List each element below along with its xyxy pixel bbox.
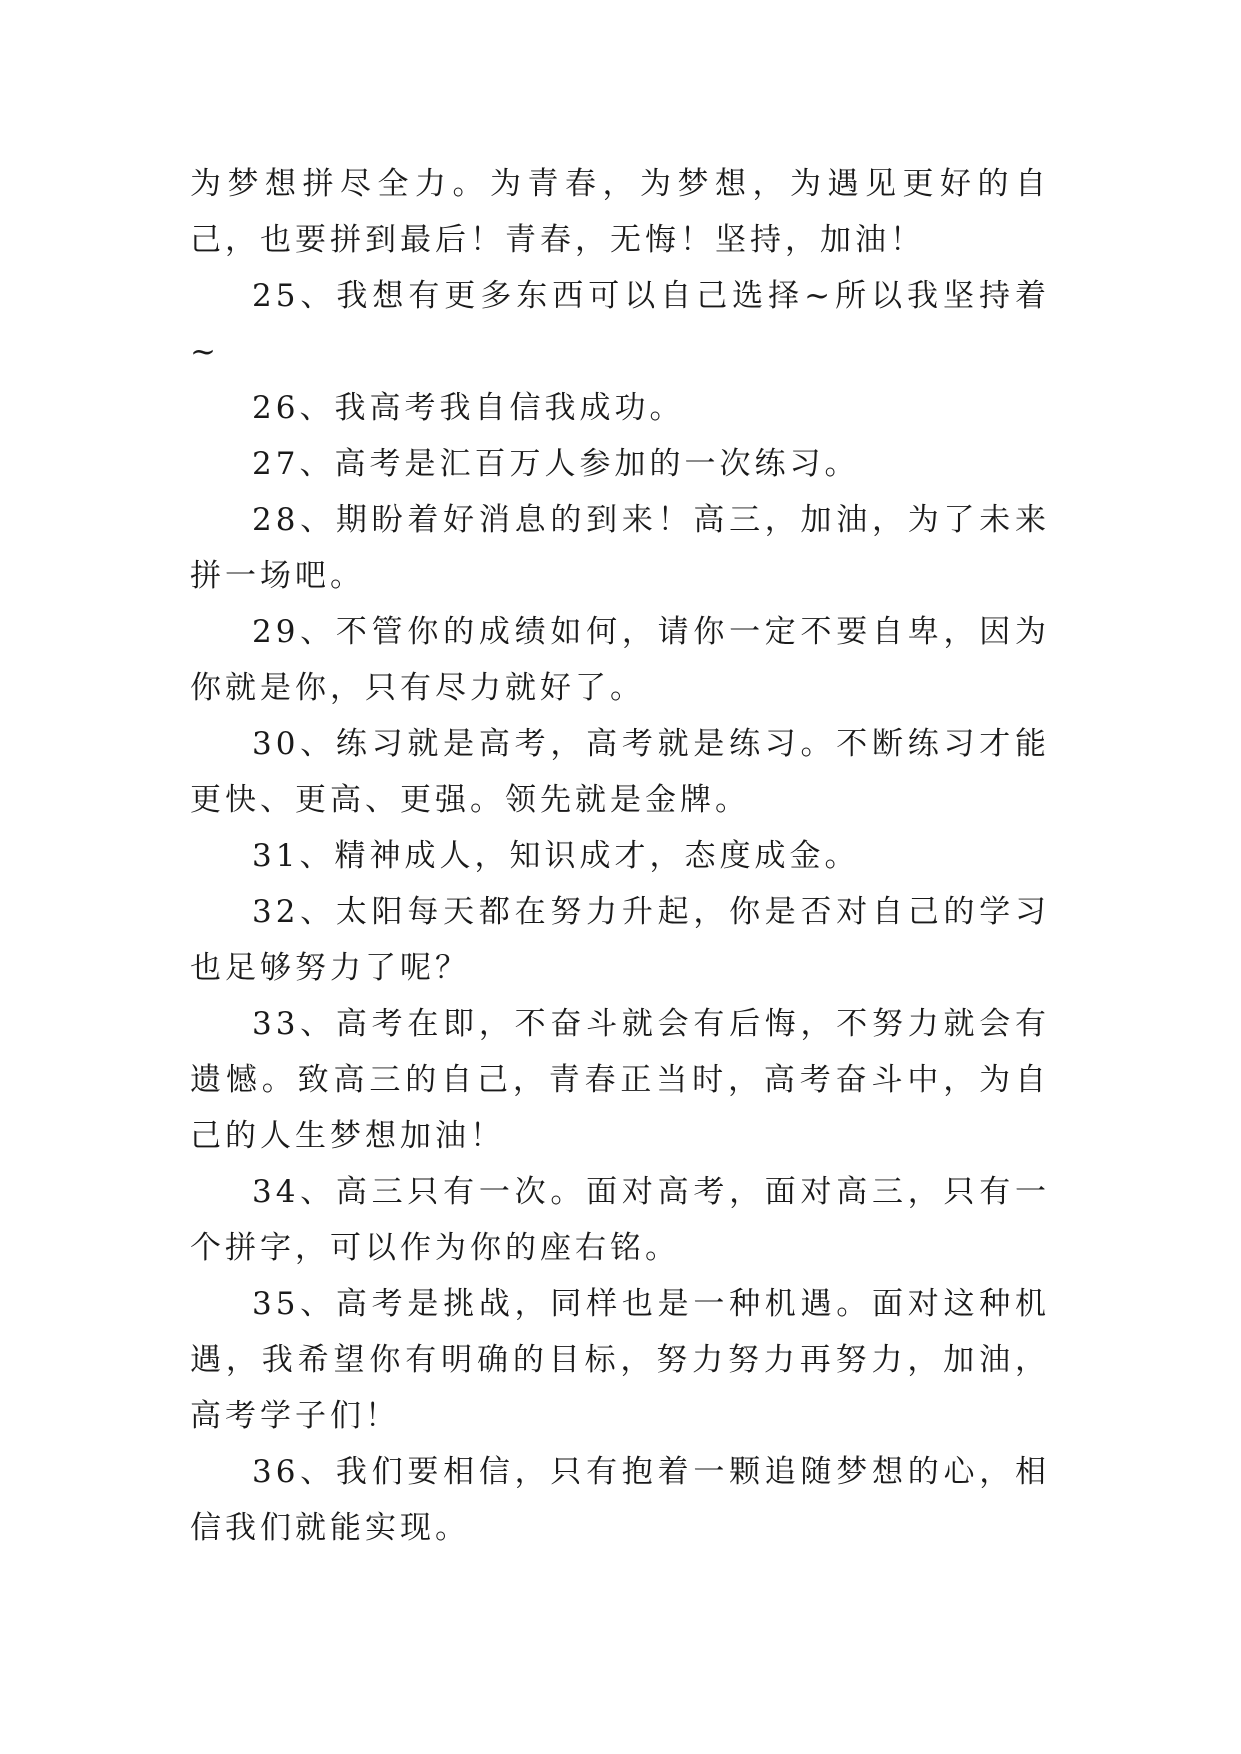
paragraph-27: 27、高考是汇百万人参加的一次练习。 [252,446,860,482]
paragraph-34: 34、高三只有一次。面对高考，面对高三，只有一个拼字，可以作为你的座右铭。 [190,1174,1050,1266]
paragraph-continuation: 为梦想拼尽全力。为青春，为梦想，为遇见更好的自己，也要拼到最后！青春，无悔！坚持，加油！ [190,166,1050,258]
paragraph-32: 32、太阳每天都在努力升起，你是否对自己的学习也足够努力了呢？ [190,894,1050,986]
paragraph-35: 35、高考是挑战，同样也是一种机遇。面对这种机遇，我希望你有明确的目标，努力努力再努力，加油，高考学子们！ [190,1286,1050,1434]
paragraph-33: 33、高考在即，不奋斗就会有后悔，不努力就会有遗憾。致高三的自己，青春正当时，高考奋斗中，为自己的人生梦想加油！ [190,1006,1050,1154]
paragraph-30: 30、练习就是高考，高考就是练习。不断练习才能更快、更高、更强。领先就是金牌。 [190,726,1050,818]
paragraph-29: 29、不管你的成绩如何，请你一定不要自卑，因为你就是你，只有尽力就好了。 [190,614,1050,706]
paragraph-25: 25、我想有更多东西可以自己选择~所以我坚持着~ [190,278,1050,370]
paragraph-31: 31、精神成人，知识成才，态度成金。 [252,838,860,874]
document-body [190,156,1050,1556]
paragraph-28: 28、期盼着好消息的到来！高三，加油，为了未来拼一场吧。 [190,502,1050,594]
paragraph-36: 36、我们要相信，只有抱着一颗追随梦想的心，相信我们就能实现。 [190,1454,1050,1546]
paragraph-26: 26、我高考我自信我成功。 [252,390,685,426]
